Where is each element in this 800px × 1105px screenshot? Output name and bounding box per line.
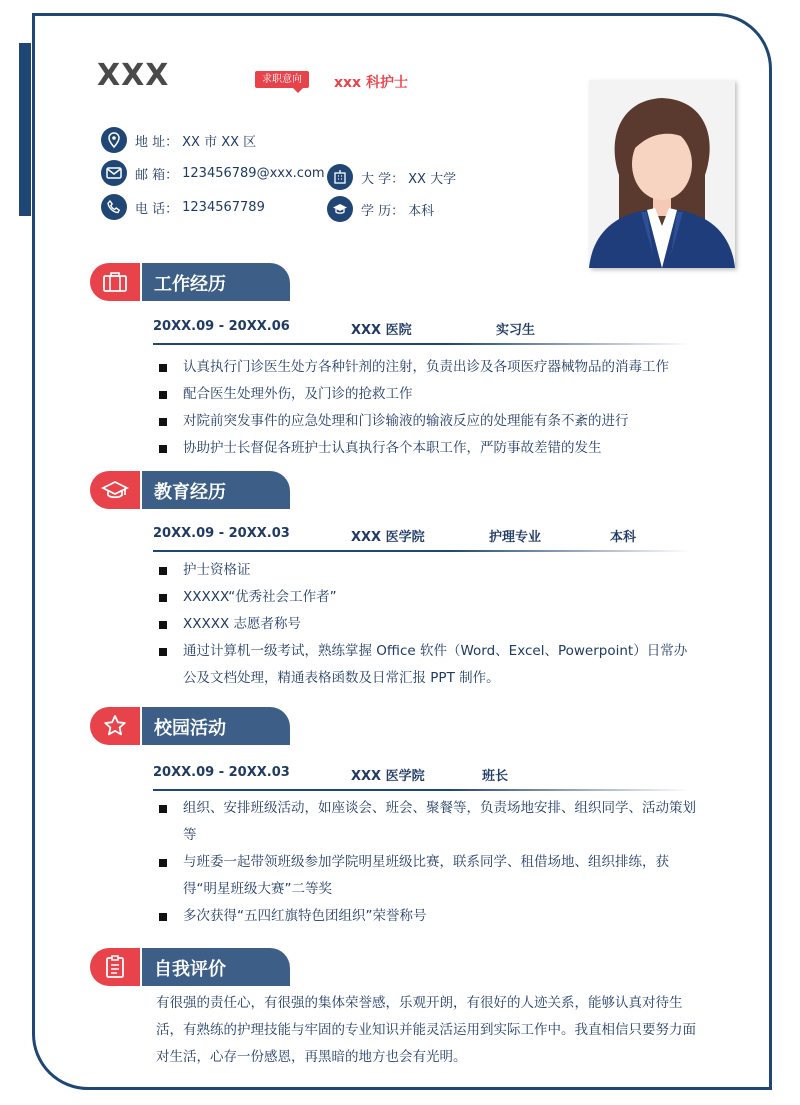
education-period: 20XX.09 - 20XX.03 [153, 526, 290, 541]
campus-list [157, 795, 697, 930]
self-evaluation-text: 有很强的责任心，有很强的集体荣誉感，乐观开朗，有很好的人迹关系，能够认真对待生活，有熟练的护理技能与牢固的专业知识并能灵活运用到实际工作中。我直相信只要努力面对生活，心存一份感恩，再黑暗的地方也会有光明。 [156, 995, 696, 1065]
section-title-work: 工作经历 [154, 274, 226, 295]
star-icon [90, 707, 140, 745]
contact-university: 大 学： XX 大学 [327, 164, 456, 190]
work-period: 20XX.09 - 20XX.06 [153, 319, 290, 334]
side-accent-bar [19, 43, 31, 216]
campus-role: 班长 [482, 769, 509, 784]
contact-degree: 学 历： 本科 [327, 196, 434, 222]
education-list [157, 557, 697, 692]
intent-tag: 求职意向 [255, 71, 309, 88]
list-item: 与班委一起带领班级参加学院明星班级比赛，联系同学、租借场地、组织排练，获得“明星班级大赛”二等奖 [157, 849, 697, 903]
section-title-campus: 校园活动 [154, 718, 226, 739]
list-item: 通过计算机一级考试，熟练掌握 Office 软件（Word、Excel、Powerpoint）日常办公及文档处理，精通表格函数及日常汇报 PPT 制作。 [157, 638, 697, 692]
list-item: 组织、安排班级活动，如座谈会、班会、聚餐等，负责场地安排、组织同学、活动策划等 [157, 795, 697, 849]
phone-icon [101, 194, 127, 220]
candidate-name: XXX [97, 58, 170, 93]
divider [153, 343, 690, 345]
work-org: XXX 医院 [351, 323, 412, 338]
list-item: XXXXX 志愿者称号 [157, 611, 697, 638]
location-icon [101, 127, 127, 153]
divider [153, 789, 690, 791]
education-school: XXX 医学院 [351, 530, 425, 545]
intent-value: xxx 科护士 [334, 75, 408, 91]
campus-school: XXX 医学院 [351, 769, 425, 784]
list-item: 多次获得“五四红旗特色团组织”荣誉称号 [157, 903, 697, 930]
list-item: 对院前突发事件的应急处理和门诊输液的输液反应的处理能有条不紊的进行 [157, 408, 697, 435]
work-list [157, 354, 697, 462]
contact-phone: 电 话： 1234567789 [101, 194, 265, 220]
list-item: 认真执行门诊医生处方各种针剂的注射，负责出诊及各项医疗器械物品的消毒工作 [157, 354, 697, 381]
section-title-education: 教育经历 [154, 482, 226, 503]
campus-period: 20XX.09 - 20XX.03 [153, 765, 290, 780]
contact-address: 地 址： XX 市 XX 区 [101, 127, 256, 153]
list-item: XXXXX“优秀社会工作者” [157, 584, 697, 611]
email-icon [101, 160, 127, 186]
section-title-self: 自我评价 [154, 959, 226, 980]
contact-email: 邮 箱： 123456789@xxx.com [101, 160, 325, 186]
work-role: 实习生 [496, 323, 536, 338]
work-row-head [153, 319, 690, 341]
university-icon [327, 164, 353, 190]
education-row-head [153, 526, 690, 548]
graduation-cap-icon [327, 196, 353, 222]
section-header-self [90, 948, 290, 986]
divider [153, 550, 690, 552]
education-degree: 本科 [610, 530, 637, 545]
section-header-work [90, 263, 290, 301]
briefcase-icon [90, 263, 140, 301]
education-major: 护理专业 [489, 530, 542, 545]
section-header-education [90, 471, 290, 509]
section-header-campus [90, 707, 290, 745]
list-item: 协助护士长督促各班护士认真执行各个本职工作，严防事故差错的发生 [157, 435, 697, 462]
campus-row-head [153, 765, 690, 787]
list-item: 配合医生处理外伤，及门诊的抢救工作 [157, 381, 697, 408]
clipboard-icon [90, 948, 140, 986]
profile-photo [589, 80, 735, 268]
graduation-cap-icon [90, 471, 140, 509]
list-item: 护士资格证 [157, 557, 697, 584]
